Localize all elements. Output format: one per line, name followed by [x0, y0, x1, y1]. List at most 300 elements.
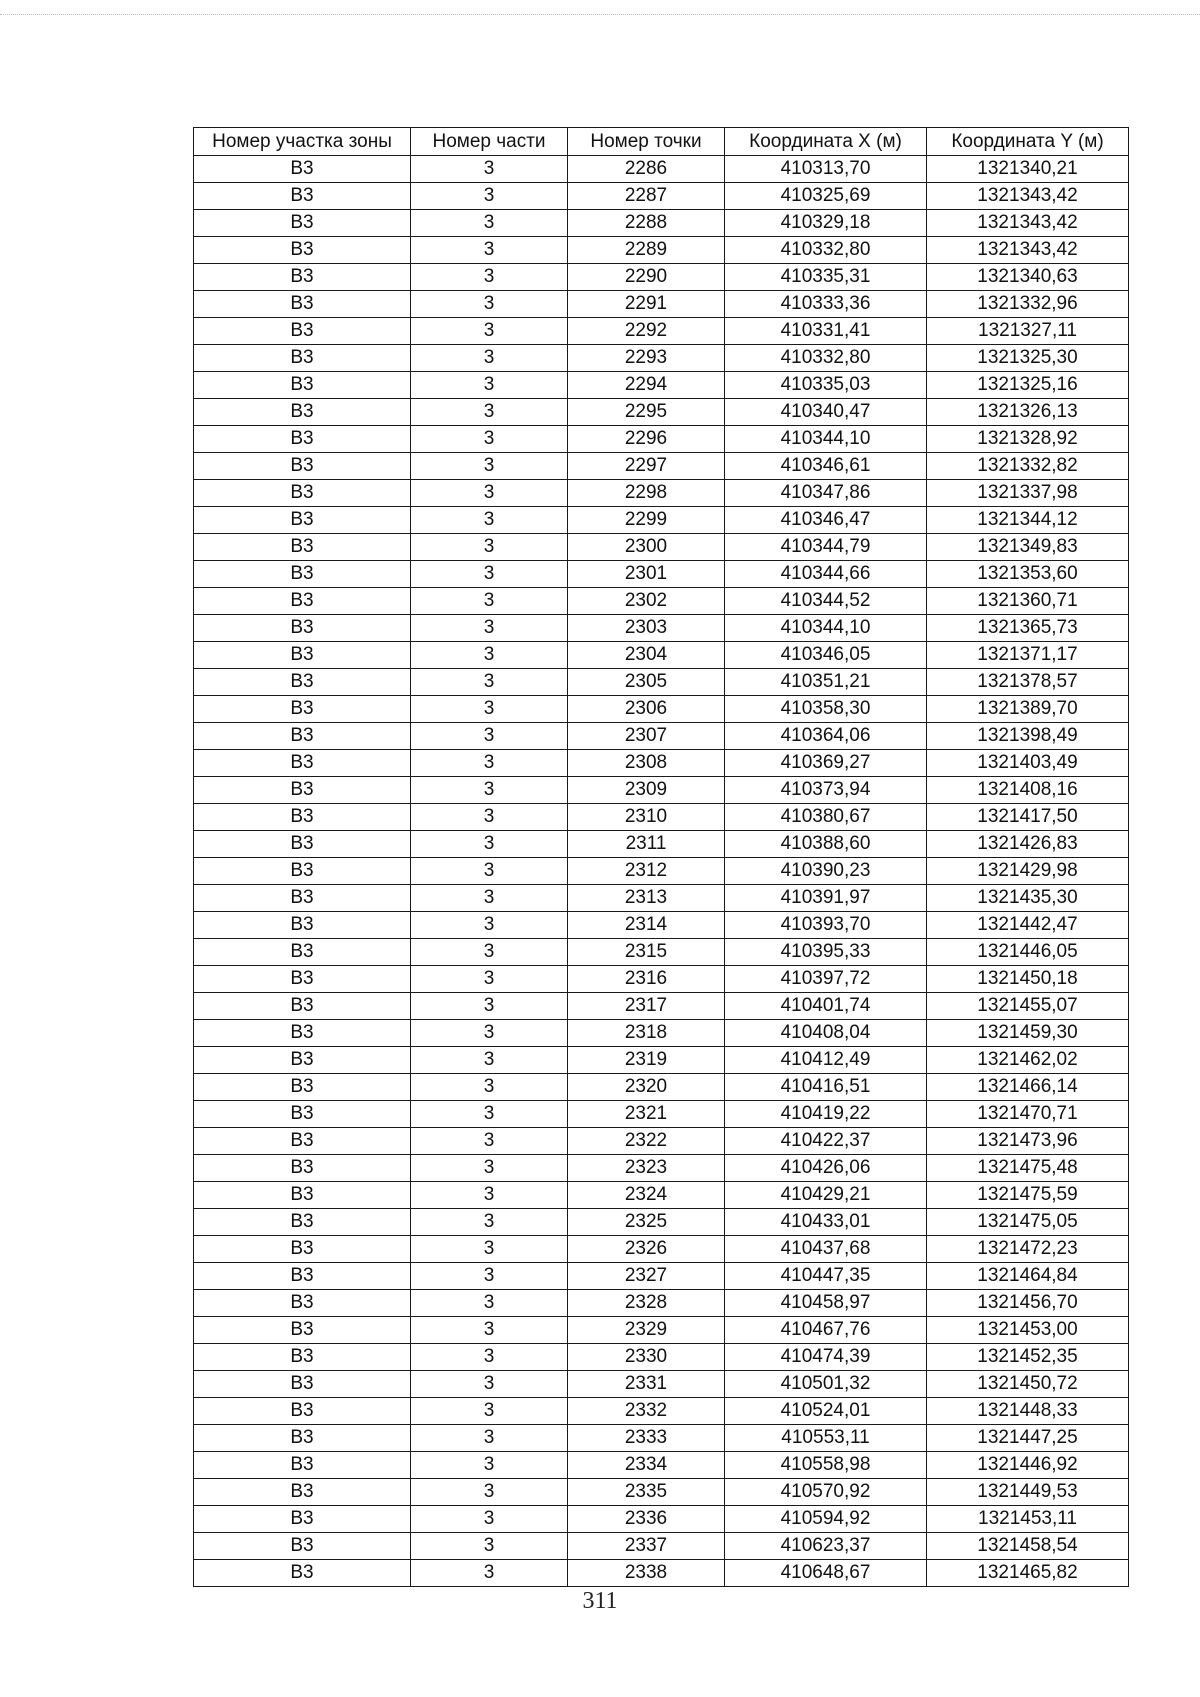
cell-x: 410467,76 — [725, 1317, 927, 1344]
cell-point: 2301 — [568, 561, 725, 588]
cell-point: 2298 — [568, 480, 725, 507]
cell-point: 2322 — [568, 1128, 725, 1155]
table-row — [194, 939, 1129, 966]
cell-y: 1321458,54 — [927, 1533, 1129, 1560]
cell-y: 1321326,13 — [927, 399, 1129, 426]
cell-point: 2316 — [568, 966, 725, 993]
cell-y: 1321435,30 — [927, 885, 1129, 912]
cell-part: 3 — [411, 804, 568, 831]
cell-point: 2292 — [568, 318, 725, 345]
table-row — [194, 831, 1129, 858]
cell-zone-plot: В3 — [194, 426, 411, 453]
table-row — [194, 1425, 1129, 1452]
cell-part: 3 — [411, 1020, 568, 1047]
cell-y: 1321340,63 — [927, 264, 1129, 291]
cell-y: 1321465,82 — [927, 1560, 1129, 1587]
cell-zone-plot: В3 — [194, 1155, 411, 1182]
cell-y: 1321450,72 — [927, 1371, 1129, 1398]
cell-zone-plot: В3 — [194, 1452, 411, 1479]
cell-y: 1321472,23 — [927, 1236, 1129, 1263]
cell-point: 2313 — [568, 885, 725, 912]
cell-x: 410373,94 — [725, 777, 927, 804]
cell-part: 3 — [411, 318, 568, 345]
cell-part: 3 — [411, 777, 568, 804]
cell-x: 410358,30 — [725, 696, 927, 723]
cell-zone-plot: В3 — [194, 1182, 411, 1209]
cell-zone-plot: В3 — [194, 993, 411, 1020]
cell-x: 410332,80 — [725, 345, 927, 372]
table-row — [194, 858, 1129, 885]
table-row — [194, 399, 1129, 426]
cell-point: 2306 — [568, 696, 725, 723]
table-row — [194, 993, 1129, 1020]
table-row — [194, 291, 1129, 318]
cell-y: 1321475,05 — [927, 1209, 1129, 1236]
cell-y: 1321453,00 — [927, 1317, 1129, 1344]
cell-point: 2336 — [568, 1506, 725, 1533]
table-row — [194, 453, 1129, 480]
cell-zone-plot: В3 — [194, 480, 411, 507]
cell-point: 2312 — [568, 858, 725, 885]
cell-point: 2290 — [568, 264, 725, 291]
cell-part: 3 — [411, 1479, 568, 1506]
table-row — [194, 1209, 1129, 1236]
cell-point: 2317 — [568, 993, 725, 1020]
cell-y: 1321448,33 — [927, 1398, 1129, 1425]
cell-zone-plot: В3 — [194, 453, 411, 480]
table-row — [194, 1101, 1129, 1128]
cell-point: 2286 — [568, 156, 725, 183]
cell-point: 2337 — [568, 1533, 725, 1560]
cell-x: 410437,68 — [725, 1236, 927, 1263]
cell-part: 3 — [411, 1290, 568, 1317]
cell-y: 1321466,14 — [927, 1074, 1129, 1101]
cell-point: 2326 — [568, 1236, 725, 1263]
cell-zone-plot: В3 — [194, 1317, 411, 1344]
cell-point: 2304 — [568, 642, 725, 669]
cell-point: 2331 — [568, 1371, 725, 1398]
cell-point: 2291 — [568, 291, 725, 318]
cell-y: 1321475,48 — [927, 1155, 1129, 1182]
cell-point: 2289 — [568, 237, 725, 264]
cell-zone-plot: В3 — [194, 1533, 411, 1560]
cell-x: 410344,10 — [725, 426, 927, 453]
table-row — [194, 561, 1129, 588]
cell-x: 410329,18 — [725, 210, 927, 237]
cell-y: 1321475,59 — [927, 1182, 1129, 1209]
cell-part: 3 — [411, 372, 568, 399]
cell-x: 410351,21 — [725, 669, 927, 696]
table-row — [194, 696, 1129, 723]
cell-part: 3 — [411, 993, 568, 1020]
table-header — [194, 128, 1129, 156]
cell-x: 410344,52 — [725, 588, 927, 615]
cell-zone-plot: В3 — [194, 1398, 411, 1425]
cell-zone-plot: В3 — [194, 1047, 411, 1074]
cell-zone-plot: В3 — [194, 1425, 411, 1452]
cell-y: 1321365,73 — [927, 615, 1129, 642]
cell-part: 3 — [411, 669, 568, 696]
cell-x: 410416,51 — [725, 1074, 927, 1101]
cell-y: 1321371,17 — [927, 642, 1129, 669]
table-row — [194, 534, 1129, 561]
table-row — [194, 480, 1129, 507]
cell-zone-plot: В3 — [194, 183, 411, 210]
cell-x: 410412,49 — [725, 1047, 927, 1074]
table-row — [194, 318, 1129, 345]
table-row — [194, 426, 1129, 453]
cell-point: 2311 — [568, 831, 725, 858]
table-row — [194, 183, 1129, 210]
cell-point: 2293 — [568, 345, 725, 372]
table-row — [194, 156, 1129, 183]
cell-y: 1321328,92 — [927, 426, 1129, 453]
cell-y: 1321446,92 — [927, 1452, 1129, 1479]
table-row — [194, 642, 1129, 669]
cell-y: 1321452,35 — [927, 1344, 1129, 1371]
cell-point: 2300 — [568, 534, 725, 561]
cell-x: 410426,06 — [725, 1155, 927, 1182]
cell-y: 1321446,05 — [927, 939, 1129, 966]
cell-zone-plot: В3 — [194, 1128, 411, 1155]
cell-y: 1321343,42 — [927, 210, 1129, 237]
cell-zone-plot: В3 — [194, 615, 411, 642]
cell-y: 1321408,16 — [927, 777, 1129, 804]
cell-part: 3 — [411, 561, 568, 588]
cell-zone-plot: В3 — [194, 1479, 411, 1506]
cell-x: 410422,37 — [725, 1128, 927, 1155]
table-row — [194, 1155, 1129, 1182]
cell-part: 3 — [411, 426, 568, 453]
cell-x: 410458,97 — [725, 1290, 927, 1317]
cell-y: 1321325,30 — [927, 345, 1129, 372]
cell-part: 3 — [411, 1425, 568, 1452]
cell-y: 1321442,47 — [927, 912, 1129, 939]
cell-x: 410340,47 — [725, 399, 927, 426]
cell-zone-plot: В3 — [194, 345, 411, 372]
cell-zone-plot: В3 — [194, 1344, 411, 1371]
cell-part: 3 — [411, 237, 568, 264]
cell-zone-plot: В3 — [194, 1236, 411, 1263]
cell-y: 1321398,49 — [927, 723, 1129, 750]
cell-y: 1321470,71 — [927, 1101, 1129, 1128]
cell-zone-plot: В3 — [194, 1560, 411, 1587]
cell-zone-plot: В3 — [194, 804, 411, 831]
table-row — [194, 750, 1129, 777]
cell-part: 3 — [411, 183, 568, 210]
cell-zone-plot: В3 — [194, 534, 411, 561]
header-coordinate-x: Координата X (м) — [725, 128, 927, 156]
table-row — [194, 1479, 1129, 1506]
cell-x: 410390,23 — [725, 858, 927, 885]
cell-zone-plot: В3 — [194, 669, 411, 696]
table-row — [194, 885, 1129, 912]
cell-part: 3 — [411, 1128, 568, 1155]
table-row — [194, 1182, 1129, 1209]
cell-x: 410335,03 — [725, 372, 927, 399]
cell-zone-plot: В3 — [194, 588, 411, 615]
cell-point: 2296 — [568, 426, 725, 453]
header-part-number: Номер части — [411, 128, 568, 156]
cell-part: 3 — [411, 615, 568, 642]
coordinates-table — [193, 127, 1129, 1587]
cell-y: 1321453,11 — [927, 1506, 1129, 1533]
cell-zone-plot: В3 — [194, 966, 411, 993]
cell-point: 2310 — [568, 804, 725, 831]
cell-point: 2328 — [568, 1290, 725, 1317]
cell-point: 2307 — [568, 723, 725, 750]
cell-part: 3 — [411, 642, 568, 669]
cell-x: 410380,67 — [725, 804, 927, 831]
cell-zone-plot: В3 — [194, 1371, 411, 1398]
cell-part: 3 — [411, 1452, 568, 1479]
cell-y: 1321473,96 — [927, 1128, 1129, 1155]
cell-part: 3 — [411, 1182, 568, 1209]
cell-zone-plot: В3 — [194, 1506, 411, 1533]
cell-x: 410313,70 — [725, 156, 927, 183]
cell-part: 3 — [411, 1560, 568, 1587]
table-row — [194, 1452, 1129, 1479]
cell-part: 3 — [411, 507, 568, 534]
cell-zone-plot: В3 — [194, 1290, 411, 1317]
header-coordinate-y: Координата Y (м) — [927, 128, 1129, 156]
cell-zone-plot: В3 — [194, 642, 411, 669]
cell-point: 2295 — [568, 399, 725, 426]
cell-zone-plot: В3 — [194, 831, 411, 858]
cell-zone-plot: В3 — [194, 750, 411, 777]
cell-y: 1321344,12 — [927, 507, 1129, 534]
cell-zone-plot: В3 — [194, 156, 411, 183]
cell-zone-plot: В3 — [194, 561, 411, 588]
table-row — [194, 1344, 1129, 1371]
cell-part: 3 — [411, 1236, 568, 1263]
cell-part: 3 — [411, 1263, 568, 1290]
cell-zone-plot: В3 — [194, 696, 411, 723]
table-row — [194, 1074, 1129, 1101]
cell-part: 3 — [411, 939, 568, 966]
table-row — [194, 1263, 1129, 1290]
cell-x: 410408,04 — [725, 1020, 927, 1047]
cell-part: 3 — [411, 156, 568, 183]
cell-y: 1321455,07 — [927, 993, 1129, 1020]
table-row — [194, 669, 1129, 696]
cell-point: 2287 — [568, 183, 725, 210]
table-row — [194, 1317, 1129, 1344]
cell-x: 410648,67 — [725, 1560, 927, 1587]
cell-part: 3 — [411, 345, 568, 372]
cell-point: 2297 — [568, 453, 725, 480]
cell-zone-plot: В3 — [194, 1263, 411, 1290]
cell-point: 2305 — [568, 669, 725, 696]
cell-x: 410364,06 — [725, 723, 927, 750]
cell-part: 3 — [411, 750, 568, 777]
cell-part: 3 — [411, 723, 568, 750]
cell-y: 1321450,18 — [927, 966, 1129, 993]
cell-point: 2327 — [568, 1263, 725, 1290]
cell-y: 1321447,25 — [927, 1425, 1129, 1452]
cell-y: 1321337,98 — [927, 480, 1129, 507]
cell-part: 3 — [411, 1155, 568, 1182]
table-row — [194, 507, 1129, 534]
table-row — [194, 1371, 1129, 1398]
cell-x: 410346,61 — [725, 453, 927, 480]
cell-point: 2299 — [568, 507, 725, 534]
cell-x: 410346,05 — [725, 642, 927, 669]
cell-x: 410346,47 — [725, 507, 927, 534]
cell-x: 410474,39 — [725, 1344, 927, 1371]
cell-x: 410401,74 — [725, 993, 927, 1020]
cell-y: 1321325,16 — [927, 372, 1129, 399]
cell-zone-plot: В3 — [194, 291, 411, 318]
cell-part: 3 — [411, 912, 568, 939]
cell-x: 410623,37 — [725, 1533, 927, 1560]
cell-zone-plot: В3 — [194, 1209, 411, 1236]
cell-x: 410393,70 — [725, 912, 927, 939]
table-row — [194, 804, 1129, 831]
table-row — [194, 1290, 1129, 1317]
table-row — [194, 1236, 1129, 1263]
cell-x: 410594,92 — [725, 1506, 927, 1533]
cell-part: 3 — [411, 453, 568, 480]
cell-point: 2338 — [568, 1560, 725, 1587]
cell-y: 1321417,50 — [927, 804, 1129, 831]
table-row — [194, 1506, 1129, 1533]
cell-zone-plot: В3 — [194, 237, 411, 264]
cell-part: 3 — [411, 210, 568, 237]
cell-part: 3 — [411, 1047, 568, 1074]
table-row — [194, 345, 1129, 372]
cell-part: 3 — [411, 1506, 568, 1533]
cell-x: 410332,80 — [725, 237, 927, 264]
cell-x: 410333,36 — [725, 291, 927, 318]
table-row — [194, 210, 1129, 237]
table-row — [194, 615, 1129, 642]
cell-part: 3 — [411, 1371, 568, 1398]
cell-x: 410558,98 — [725, 1452, 927, 1479]
cell-point: 2333 — [568, 1425, 725, 1452]
cell-zone-plot: В3 — [194, 777, 411, 804]
cell-y: 1321459,30 — [927, 1020, 1129, 1047]
cell-point: 2294 — [568, 372, 725, 399]
cell-x: 410325,69 — [725, 183, 927, 210]
cell-point: 2314 — [568, 912, 725, 939]
cell-zone-plot: В3 — [194, 939, 411, 966]
cell-part: 3 — [411, 1344, 568, 1371]
cell-y: 1321327,11 — [927, 318, 1129, 345]
cell-point: 2320 — [568, 1074, 725, 1101]
cell-point: 2303 — [568, 615, 725, 642]
cell-part: 3 — [411, 1533, 568, 1560]
cell-zone-plot: В3 — [194, 399, 411, 426]
table-row — [194, 264, 1129, 291]
cell-zone-plot: В3 — [194, 1020, 411, 1047]
cell-part: 3 — [411, 885, 568, 912]
cell-part: 3 — [411, 1101, 568, 1128]
cell-zone-plot: В3 — [194, 1101, 411, 1128]
cell-part: 3 — [411, 1398, 568, 1425]
table-row — [194, 912, 1129, 939]
cell-zone-plot: В3 — [194, 723, 411, 750]
cell-y: 1321378,57 — [927, 669, 1129, 696]
cell-point: 2321 — [568, 1101, 725, 1128]
cell-point: 2329 — [568, 1317, 725, 1344]
table-row — [194, 723, 1129, 750]
cell-x: 410347,86 — [725, 480, 927, 507]
cell-y: 1321426,83 — [927, 831, 1129, 858]
cell-y: 1321332,96 — [927, 291, 1129, 318]
cell-x: 410391,97 — [725, 885, 927, 912]
cell-x: 410335,31 — [725, 264, 927, 291]
cell-zone-plot: В3 — [194, 318, 411, 345]
cell-zone-plot: В3 — [194, 372, 411, 399]
cell-y: 1321464,84 — [927, 1263, 1129, 1290]
cell-x: 410524,01 — [725, 1398, 927, 1425]
table-body — [194, 156, 1129, 1587]
cell-point: 2315 — [568, 939, 725, 966]
cell-x: 410553,11 — [725, 1425, 927, 1452]
cell-zone-plot: В3 — [194, 1074, 411, 1101]
cell-x: 410501,32 — [725, 1371, 927, 1398]
cell-x: 410447,35 — [725, 1263, 927, 1290]
table-row — [194, 372, 1129, 399]
cell-part: 3 — [411, 399, 568, 426]
table-row — [194, 777, 1129, 804]
cell-part: 3 — [411, 534, 568, 561]
cell-point: 2309 — [568, 777, 725, 804]
cell-part: 3 — [411, 1074, 568, 1101]
cell-part: 3 — [411, 264, 568, 291]
cell-x: 410344,10 — [725, 615, 927, 642]
cell-point: 2323 — [568, 1155, 725, 1182]
cell-x: 410397,72 — [725, 966, 927, 993]
cell-y: 1321349,83 — [927, 534, 1129, 561]
cell-part: 3 — [411, 1209, 568, 1236]
cell-x: 410344,79 — [725, 534, 927, 561]
cell-x: 410395,33 — [725, 939, 927, 966]
cell-y: 1321343,42 — [927, 183, 1129, 210]
cell-point: 2302 — [568, 588, 725, 615]
page-number: 311 — [582, 1588, 618, 1614]
cell-zone-plot: В3 — [194, 885, 411, 912]
cell-part: 3 — [411, 1317, 568, 1344]
cell-point: 2308 — [568, 750, 725, 777]
cell-point: 2330 — [568, 1344, 725, 1371]
cell-point: 2318 — [568, 1020, 725, 1047]
cell-y: 1321340,21 — [927, 156, 1129, 183]
cell-point: 2325 — [568, 1209, 725, 1236]
header-row — [194, 128, 1129, 156]
cell-y: 1321353,60 — [927, 561, 1129, 588]
cell-zone-plot: В3 — [194, 210, 411, 237]
cell-part: 3 — [411, 696, 568, 723]
table-row — [194, 1560, 1129, 1587]
cell-y: 1321429,98 — [927, 858, 1129, 885]
cell-point: 2288 — [568, 210, 725, 237]
cell-y: 1321456,70 — [927, 1290, 1129, 1317]
cell-x: 410419,22 — [725, 1101, 927, 1128]
table-row — [194, 1398, 1129, 1425]
table-row — [194, 237, 1129, 264]
table-row — [194, 588, 1129, 615]
cell-zone-plot: В3 — [194, 858, 411, 885]
cell-y: 1321403,49 — [927, 750, 1129, 777]
cell-zone-plot: В3 — [194, 507, 411, 534]
cell-part: 3 — [411, 966, 568, 993]
cell-point: 2324 — [568, 1182, 725, 1209]
header-point-number: Номер точки — [568, 128, 725, 156]
cell-point: 2332 — [568, 1398, 725, 1425]
cell-y: 1321332,82 — [927, 453, 1129, 480]
